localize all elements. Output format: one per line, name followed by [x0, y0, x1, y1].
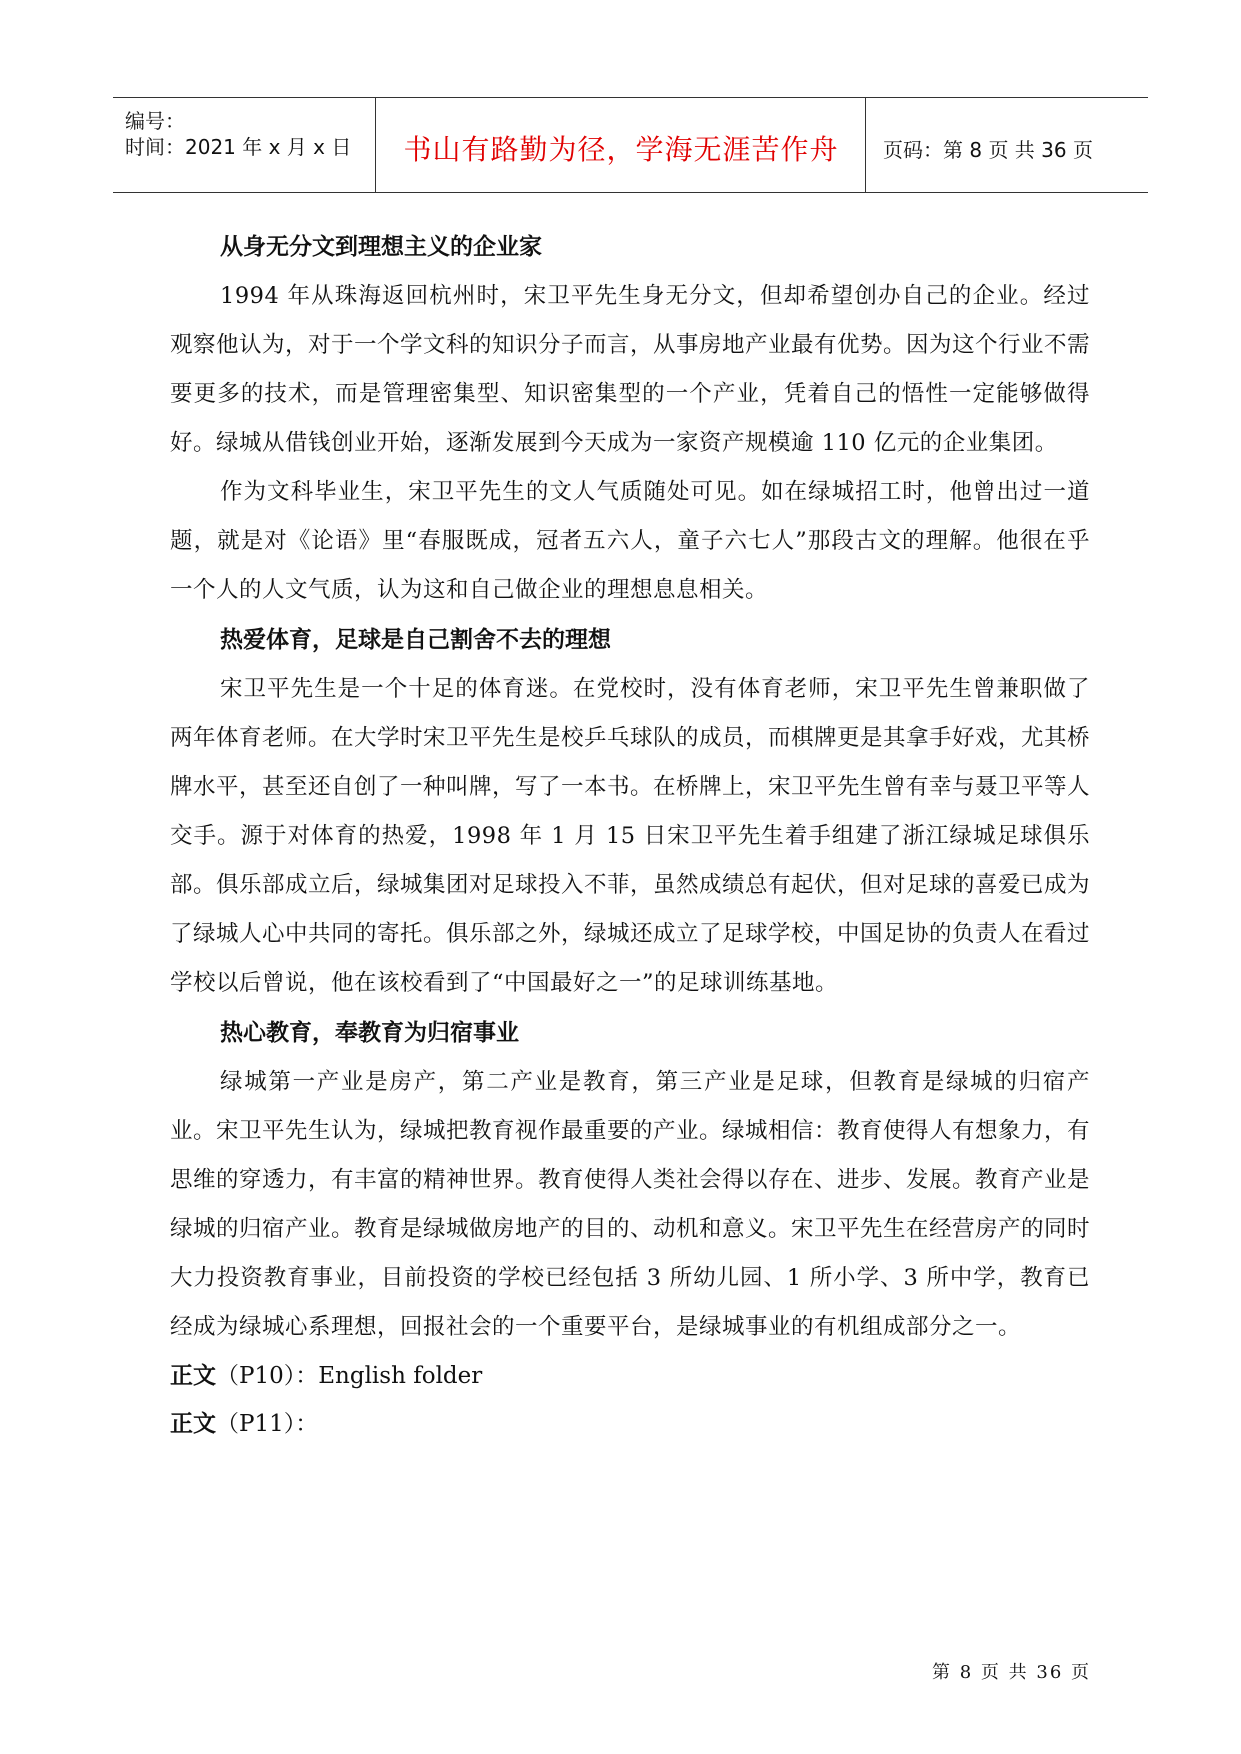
header-middle-cell [377, 98, 866, 192]
paragraph: 作为文科毕业生，宋卫平先生的文人气质随处可见。如在绿城招工时，他曾出过一道题，就是对《论语》里“春服既成，冠者五六人，童子六七人”那段古文的理解。他很在乎一个人的人文气质，认为这和自己做企业的理想息息相关。 [170, 479, 1090, 603]
section-heading: 热爱体育，足球是自己割舍不去的理想 [220, 627, 611, 653]
header-left-cell [113, 98, 376, 192]
page-footer: 第 8 页 共 36 页 [932, 1662, 1091, 1683]
header-right-cell [867, 98, 1148, 192]
body-line [170, 1352, 1090, 1400]
paragraph: 绿城第一产业是房产，第二产业是教育，第三产业是足球，但教育是绿城的归宿产业。宋卫平先生认为，绿城把教育视作最重要的产业。绿城相信：教育使得人有想象力，有思维的穿透力，有丰富的精神世界。教育使得人类社会得以存在、进步、发展。教育产业是绿城的归宿产业。教育是绿城做房地产的目的、动机和意义。宋卫平先生在经营房产的同时大力投资教育事业，目前投资的学校已经包括 3 所幼儿园、1 所小学、3 所中学，教育已经成为绿城心系理想，回报社会的一个重要平台，是绿城事业的有机组成部分之一。 [170, 1069, 1091, 1340]
body-label-prefix: 正文 [170, 1411, 216, 1437]
page-header [113, 97, 1148, 193]
paragraph: 1994 年从珠海返回杭州时，宋卫平先生身无分文，但却希望创办自己的企业。经过观察他认为，对于一个学文科的知识分子而言，从事房地产业最有优势。因为这个行业不需要更多的技术，而是管理密集型、知识密集型的一个产业，凭着自己的悟性一定能够做得好。绿城从借钱创业开始，逐渐发展到今天成为一家资产规模逾 110 亿元的企业集团。 [170, 283, 1091, 456]
section-heading: 热心教育，奉教育为归宿事业 [220, 1020, 519, 1046]
paragraph: 宋卫平先生是一个十足的体育迷。在党校时，没有体育老师，宋卫平先生曾兼职做了两年体育老师。在大学时宋卫平先生是校乒乓球队的成员，而棋牌更是其拿手好戏，尤其桥牌水平，甚至还自创了一种叫牌，写了一本书。在桥牌上，宋卫平先生曾有幸与聂卫平等人交手。源于对体育的热爱，1998 年 1 月 15 日宋卫平先生着手组建了浙江绿城足球俱乐部。俱乐部成立后，绿城集团对足球投入不菲，虽然成绩总有起伏，但对足球的喜爱已成为了绿城人心中共同的寄托。俱乐部之外，绿城还成立了足球学校，中国足协的负责人在看过学校以后曾说，他在该校看到了“中国最好之一”的足球训练基地。 [170, 676, 1091, 996]
section-sports [170, 615, 1090, 1008]
body-label-text: （P11）： [216, 1411, 319, 1437]
document-body [170, 222, 1090, 1448]
header-page-info: 页码：第 8 页 共 36 页 [883, 138, 1093, 162]
section-education [170, 1008, 1090, 1352]
body-label-text: （P10）：English folder [216, 1363, 483, 1389]
document-date-label: 时间：2021 年 x 月 x 日 [125, 135, 352, 159]
header-motto: 书山有路勤为径，学海无涯苦作舟 [403, 133, 839, 166]
body-label-prefix: 正文 [170, 1363, 216, 1389]
document-number-label: 编号： [125, 109, 185, 133]
section-founding [170, 222, 1090, 615]
body-line [170, 1400, 1090, 1448]
section-heading: 从身无分文到理想主义的企业家 [220, 234, 542, 260]
